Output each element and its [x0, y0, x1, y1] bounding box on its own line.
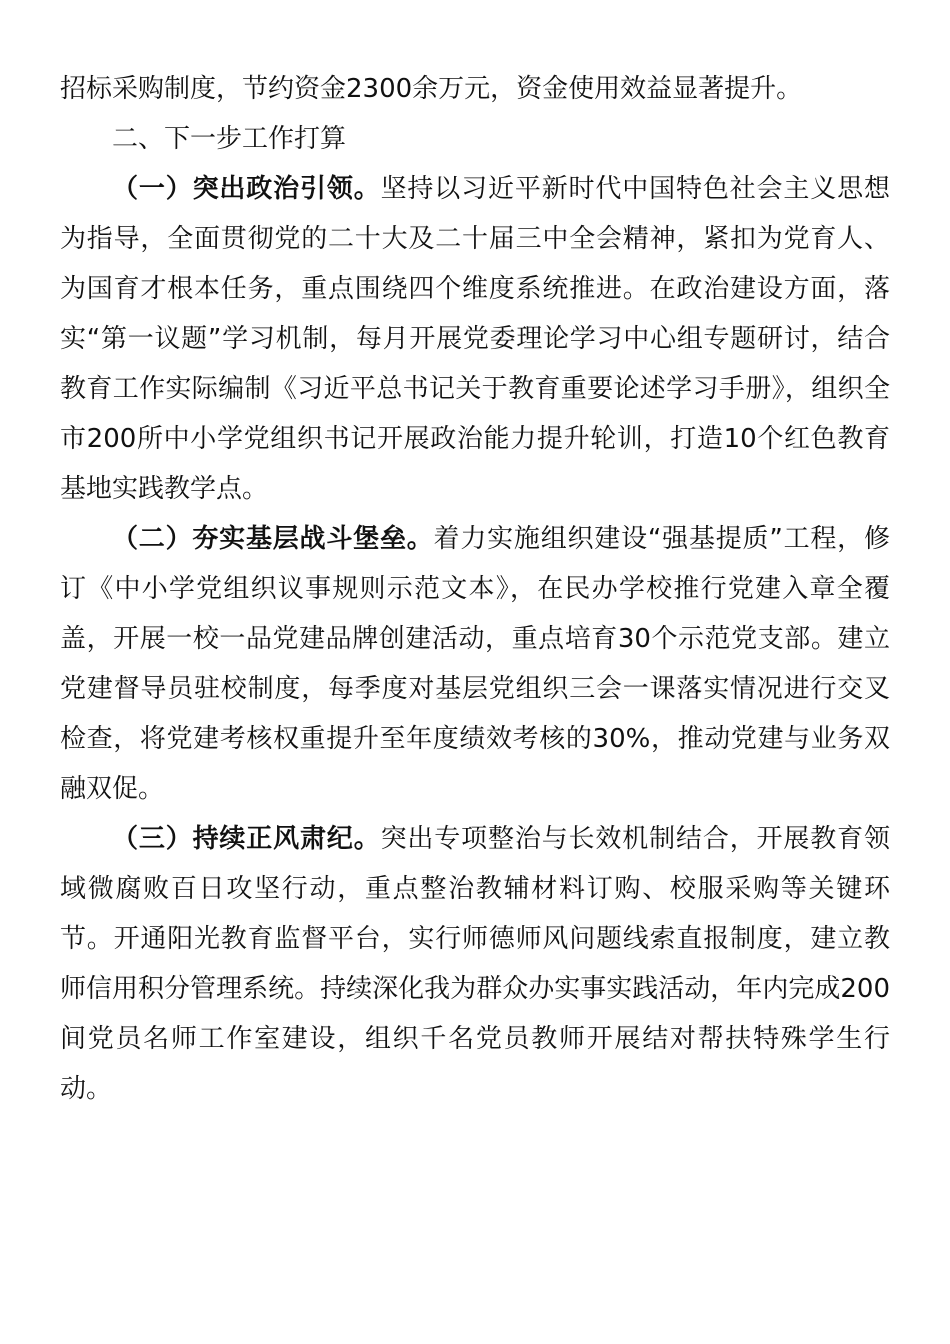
- intro-paragraph: 招标采购制度，节约资金2300余万元，资金使用效益显著提升。: [60, 74, 803, 104]
- item-lead-2: （二）夯实基层战斗堡垒。: [112, 524, 434, 554]
- item-paragraph-2: [60, 514, 890, 814]
- item-body-3: 突出专项整治与长效机制结合，开展教育领域微腐败百日攻坚行动，重点整治教辅材料订购、校服采购等关键环节。开通阳光教育监督平台，实行师德师风问题线索直报制度，建立教师信用积分管理系统。持续深化我为群众办实事实践活动，年内完成200间党员名师工作室建设，组织千名党员教师开展结对帮扶特殊学生行动。: [60, 824, 890, 1104]
- item-paragraph-1: [60, 164, 890, 514]
- item-lead-3: （三）持续正风肃纪。: [112, 824, 381, 854]
- item-paragraph-3: [60, 814, 890, 1114]
- item-body-2: 着力实施组织建设“强基提质”工程，修订《中小学党组织议事规则示范文本》，在民办学校推行党建入章全覆盖，开展一校一品党建品牌创建活动，重点培育30个示范党支部。建立党建督导员驻校制度，每季度对基层党组织三会一课落实情况进行交叉检查，将党建考核权重提升至年度绩效考核的30%，推动党建与业务双融双促。: [60, 524, 890, 804]
- section-heading: 二、下一步工作打算: [112, 124, 347, 154]
- item-body-1: 坚持以习近平新时代中国特色社会主义思想为指导，全面贯彻党的二十大及二十届三中全会精神，紧扣为党育人、为国育才根本任务，重点围绕四个维度系统推进。在政治建设方面，落实“第一议题”学习机制，每月开展党委理论学习中心组专题研讨，结合教育工作实际编制《习近平总书记关于教育重要论述学习手册》，组织全市200所中小学党组织书记开展政治能力提升轮训，打造10个红色教育基地实践教学点。: [60, 174, 890, 504]
- document-page: [60, 64, 890, 1114]
- item-lead-1: （一）突出政治引领。: [112, 174, 381, 204]
